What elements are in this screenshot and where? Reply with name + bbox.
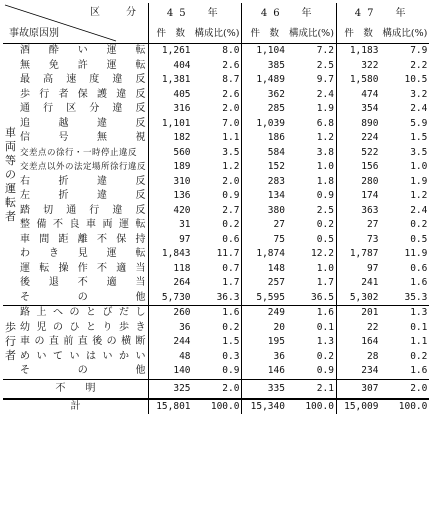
ratio-cell: 1.6 [410,365,428,377]
count-cell: 362 [242,88,287,103]
cause-label: 整備不良車両運転 [20,219,147,231]
count-cell: 15,340 [242,399,287,415]
driver-group-label [3,44,18,306]
count-header: 件 数 [336,25,380,44]
ratio-cell: 100.0 [287,399,336,415]
cause-label: 車間距離不保持 [20,233,147,245]
cause-label: そ の 他 [20,365,147,377]
table-row [3,189,429,204]
count-cell: 224 [336,131,380,146]
ratio-cell: 0.2 [316,350,334,362]
cause-label: 信号無視 [20,132,147,144]
count-cell: 5,730 [149,291,193,306]
group-label-char: 者 [5,209,16,223]
count-cell: 285 [242,102,287,117]
unknown-label: 不 明 [3,379,149,399]
header-row-years [3,3,429,25]
table-row [3,117,429,132]
count-cell: 264 [149,276,193,291]
count-cell: 195 [242,335,287,350]
count-cell: 1,381 [149,73,193,88]
table-row [3,350,429,365]
ratio-cell: 3.5 [410,146,428,158]
ratio-cell: 1.1 [222,132,240,144]
count-cell: 48 [149,350,193,365]
ratio-cell: 8.7 [222,74,240,86]
count-cell: 283 [242,175,287,190]
count-cell: 1,787 [336,247,380,262]
count-cell: 36 [242,350,287,365]
total-row [3,399,429,415]
cause-label: わき見運転 [20,248,147,260]
cause-header-label: 事故原因別 [9,28,59,39]
table-row [3,364,429,379]
header-corner [3,3,149,44]
count-cell: 31 [149,218,193,233]
cause-label: 後退不適当 [20,277,147,289]
ratio-cell: 2.6 [222,59,240,71]
count-cell: 380 [242,204,287,219]
count-cell: 1,104 [242,44,287,59]
cause-label: 踏切通行違反 [20,204,147,216]
ratio-cell: 3.2 [410,88,428,100]
count-cell: 36 [149,321,193,336]
count-cell: 136 [149,189,193,204]
count-cell: 97 [336,262,380,277]
ratio-cell: 0.1 [410,321,428,333]
year-45-header: 45 年 [149,3,242,25]
table-row [3,276,429,291]
ratio-header: 構成比(%) [193,25,242,44]
table-row [3,59,429,74]
group-label-char: 車 [5,125,16,139]
cause-label: 酒酔い運転 [20,45,147,57]
ratio-cell: 2.4 [410,103,428,115]
ratio-cell: 0.1 [316,321,334,333]
ratio-cell: 0.6 [410,262,428,274]
cause-label: 車の直前直後の横断 [20,336,147,348]
ratio-cell: 1.5 [222,336,240,348]
ratio-cell: 1.6 [410,277,428,289]
count-cell: 310 [149,175,193,190]
count-cell: 27 [336,218,380,233]
ratio-cell: 1.0 [316,161,334,173]
ratio-cell: 2.0 [193,379,242,399]
ratio-cell: 36.3 [216,291,240,303]
ratio-header: 構成比(%) [380,25,429,44]
count-cell: 420 [149,204,193,219]
ratio-cell: 1.1 [410,336,428,348]
cause-label: 路上へのとびだし [18,306,149,321]
ratio-cell: 0.9 [316,190,334,202]
count-cell: 405 [149,88,193,103]
count-cell: 140 [149,364,193,379]
count-cell: 15,801 [149,399,193,415]
count-cell: 1,261 [149,44,193,59]
count-cell: 134 [242,189,287,204]
ratio-cell: 0.5 [410,233,428,245]
count-cell: 244 [149,335,193,350]
cause-label: 通行区分違反 [20,103,147,115]
cause-label: 運転操作不適当 [20,262,147,274]
count-cell: 241 [336,276,380,291]
count-cell: 152 [242,160,287,175]
count-cell: 325 [149,379,193,399]
ratio-cell: 36.5 [311,291,334,303]
count-cell: 322 [336,59,380,74]
ratio-cell: 3.8 [316,146,334,158]
cause-label: 追越違反 [20,117,147,129]
group-label-char: 歩 [5,321,16,335]
ratio-cell: 2.5 [316,204,334,216]
count-cell: 307 [336,379,380,399]
accident-cause-table [3,3,429,414]
count-cell: 156 [336,160,380,175]
count-cell: 15,009 [336,399,380,415]
count-cell: 249 [242,306,287,321]
count-cell: 1,183 [336,44,380,59]
cause-label: 最高速度違反 [20,74,147,86]
count-cell: 182 [149,131,193,146]
count-cell: 73 [336,233,380,248]
count-cell: 186 [242,131,287,146]
ratio-cell: 2.7 [222,204,240,216]
cause-label: めいていはいかい [20,350,147,362]
count-cell: 234 [336,364,380,379]
ratio-cell: 0.9 [316,365,334,377]
table-row [3,102,429,117]
ratio-cell: 1.2 [410,190,428,202]
count-cell: 260 [149,306,193,321]
ratio-cell: 2.0 [222,175,240,187]
ratio-cell: 2.4 [410,204,428,216]
ratio-cell: 1.2 [316,132,334,144]
ratio-cell: 0.2 [410,350,428,362]
count-cell: 118 [149,262,193,277]
ratio-cell: 11.7 [216,248,240,260]
table-row [3,247,429,262]
count-cell: 890 [336,117,380,132]
ratio-cell: 12.2 [311,248,334,260]
ratio-cell: 7.2 [316,45,334,57]
ratio-cell: 1.6 [287,306,336,321]
ratio-cell: 7.9 [410,45,428,57]
ratio-cell: 2.0 [380,379,429,399]
ratio-cell: 3.5 [222,146,240,158]
count-cell: 385 [242,59,287,74]
ratio-cell: 0.9 [222,190,240,202]
table-row [3,204,429,219]
group-label-char: 運 [5,181,16,195]
ratio-cell: 5.9 [410,117,428,129]
ratio-cell: 0.2 [410,219,428,231]
group-label-char: 両 [5,139,16,153]
cause-label: 無免許運転 [20,59,147,71]
count-cell: 1,580 [336,73,380,88]
table-row [3,321,429,336]
kubun-label: 区 分 [90,7,145,18]
ratio-cell: 0.2 [222,219,240,231]
count-cell: 280 [336,175,380,190]
group-label-char: 行 [5,335,16,349]
cause-label: 交差点以外の法定場所徐行違反 [20,162,147,173]
ratio-cell: 2.6 [222,88,240,100]
ratio-cell: 1.5 [410,132,428,144]
count-cell: 201 [336,306,380,321]
ratio-cell: 0.5 [316,233,334,245]
count-cell: 20 [242,321,287,336]
group-label-char: の [5,167,16,181]
cause-label: 幼児のひとり歩き [20,321,147,333]
ratio-cell: 10.5 [404,74,428,86]
count-cell: 1,489 [242,73,287,88]
cause-label: 交差点の徐行・一時停止違反 [20,147,138,158]
ratio-cell: 35.3 [404,291,428,303]
count-cell: 404 [149,59,193,74]
count-cell: 22 [336,321,380,336]
ratio-cell: 11.9 [404,248,428,260]
ratio-cell: 2.1 [287,379,336,399]
ratio-cell: 0.2 [222,321,240,333]
count-cell: 75 [242,233,287,248]
ratio-cell: 0.6 [222,233,240,245]
ratio-cell: 1.2 [222,161,240,173]
ratio-cell: 0.7 [222,262,240,274]
ratio-cell: 1.3 [380,306,429,321]
total-label: 計 [3,399,149,415]
table-row [3,160,429,175]
count-cell: 28 [336,350,380,365]
table-row [3,291,429,306]
count-cell: 5,595 [242,291,287,306]
ratio-cell: 1.0 [316,262,334,274]
ratio-cell: 0.2 [316,219,334,231]
table-row [3,218,429,233]
ratio-cell: 1.7 [316,277,334,289]
count-cell: 97 [149,233,193,248]
count-cell: 1,039 [242,117,287,132]
count-cell: 1,101 [149,117,193,132]
table-row [3,73,429,88]
ratio-cell: 8.0 [222,45,240,57]
count-cell: 354 [336,102,380,117]
ratio-cell: 2.5 [316,59,334,71]
count-cell: 27 [242,218,287,233]
ratio-cell: 100.0 [380,399,429,415]
ratio-cell: 6.8 [316,117,334,129]
ratio-cell: 2.0 [222,103,240,115]
ratio-cell: 7.0 [222,117,240,129]
ratio-cell: 1.3 [316,336,334,348]
count-cell: 148 [242,262,287,277]
year-46-header: 46 年 [242,3,336,25]
cause-label: そ の 他 [20,291,147,303]
count-cell: 1,843 [149,247,193,262]
pedestrian-group-label [3,306,18,380]
count-header: 件 数 [242,25,287,44]
ratio-cell: 1.6 [193,306,242,321]
count-cell: 257 [242,276,287,291]
table-row [3,233,429,248]
unknown-row [3,379,429,399]
group-label-char: 転 [5,195,16,209]
ratio-cell: 9.7 [316,74,334,86]
ratio-cell: 1.9 [410,175,428,187]
count-cell: 584 [242,146,287,161]
ratio-cell: 100.0 [193,399,242,415]
table-row [3,306,429,321]
table-row [3,88,429,103]
ratio-cell: 0.3 [222,350,240,362]
count-cell: 474 [336,88,380,103]
count-cell: 5,302 [336,291,380,306]
cause-label: 右折違反 [20,175,147,187]
ratio-cell: 0.9 [222,365,240,377]
count-header: 件 数 [149,25,193,44]
table-row [3,44,429,59]
group-label-char: 者 [5,349,16,363]
cause-label: 左折違反 [20,190,147,202]
ratio-cell: 1.0 [410,161,428,173]
group-label-char: 等 [5,153,16,167]
year-47-header: 47 年 [336,3,429,25]
count-cell: 174 [336,189,380,204]
count-cell: 335 [242,379,287,399]
table-row [3,146,429,161]
ratio-cell: 2.2 [410,59,428,71]
table-row [3,131,429,146]
ratio-header: 構成比(%) [287,25,336,44]
ratio-cell: 1.9 [316,103,334,115]
count-cell: 1,874 [242,247,287,262]
count-cell: 560 [149,146,193,161]
table-row [3,175,429,190]
count-cell: 316 [149,102,193,117]
count-cell: 146 [242,364,287,379]
count-cell: 363 [336,204,380,219]
ratio-cell: 2.4 [316,88,334,100]
count-cell: 164 [336,335,380,350]
table-row [3,262,429,277]
cause-label: 歩行者保護違反 [20,88,147,100]
count-cell: 522 [336,146,380,161]
ratio-cell: 1.7 [222,277,240,289]
count-cell: 189 [149,160,193,175]
table-row [3,335,429,350]
ratio-cell: 1.8 [316,175,334,187]
